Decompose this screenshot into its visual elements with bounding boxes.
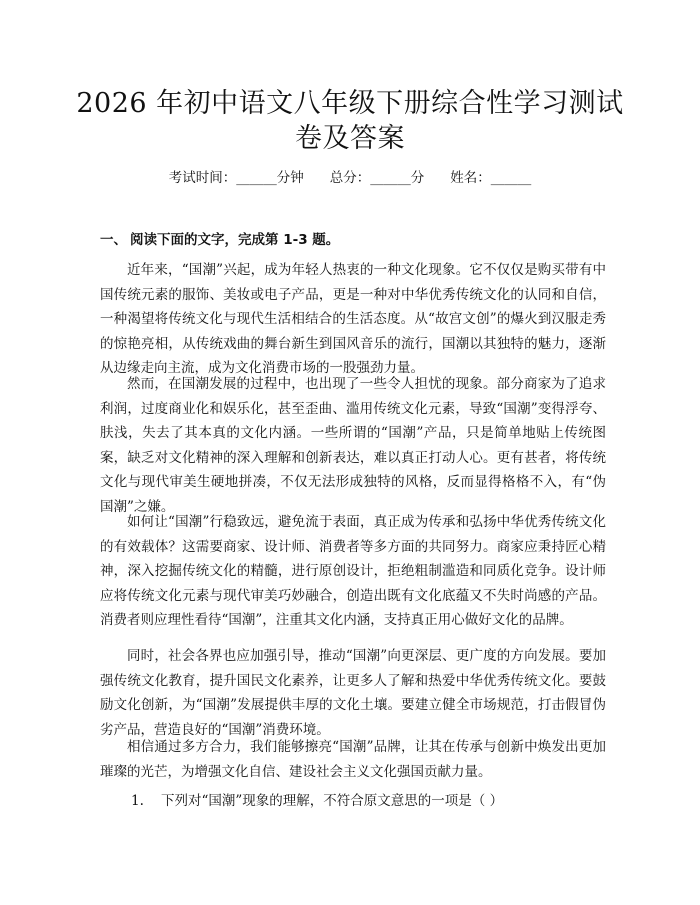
student-name-field: 姓名：______ bbox=[450, 170, 532, 186]
section-instruction: 阅读下面的文字，完成第 1-3 题。 bbox=[130, 232, 340, 248]
question-number: 1. bbox=[131, 793, 144, 809]
total-score-field: 总分：______分 bbox=[329, 170, 425, 186]
passage-paragraph-3: 如何让“国潮”行稳致远，避免流于表面，真正成为传承和弘扬中华优秀传统文化的有效载体？这需要商家、设计师、消费者等多方面的共同努力。商家应秉持匠心精神，深入挖掘传统文化的精髓，进行原创设计，拒绝粗制滥造和同质化竞争。设计师应将传统文化元素与现代审美巧妙融合，创造出既有文化底蕴又不失时尚感的产品。消费者则应理性看待“国潮”，注重其文化内涵，支持真正用心做好文化的品牌。 bbox=[100, 514, 606, 628]
passage-paragraph-4: 同时，社会各界也应加强引导，推动“国潮”向更深层、更广度的方向发展。要加强传统文化教育，提升国民文化素养，让更多人了解和热爱中华优秀传统文化。要鼓励文化创新，为“国潮”发展提供丰厚的文化土壤。要建立健全市场规范，打击假冒伪劣产品，营造良好的“国潮”消费环境。 bbox=[100, 648, 606, 738]
exam-meta-row bbox=[0, 168, 700, 188]
passage-paragraph-5: 相信通过多方合力，我们能够擦亮“国潮”品牌，让其在传承与创新中焕发出更加璀璨的光芒，为增强文化自信、建设社会主义文化强国贡献力量。 bbox=[100, 739, 606, 780]
question-text: 下列对“国潮”现象的理解，不符合原文意思的一项是（ ） bbox=[161, 793, 504, 809]
section-heading bbox=[100, 230, 339, 250]
section-number: 一、 bbox=[100, 232, 127, 248]
passage-paragraph-1: 近年来，“国潮”兴起，成为年轻人热衷的一种文化现象。它不仅仅是购买带有中国传统元素的服饰、美妆或电子产品，更是一种对中华优秀传统文化的认同和自信，一种渴望将传统文化与现代生活相结合的生活态度。从“故宫文创”的爆火到汉服走秀的惊艳亮相，从传统戏曲的舞台新生到国风音乐的流行，国潮以其独特的魅力，逐渐从边缘走向主流，成为文化消费市场的一股强劲力量。 bbox=[100, 262, 606, 376]
passage-paragraph-2: 然而，在国潮发展的过程中，也出现了一些令人担忧的现象。部分商家为了追求利润，过度商业化和娱乐化，甚至歪曲、滥用传统文化元素，导致“国潮”变得浮夸、肤浅，失去了其本真的文化内涵。一些所谓的“国潮”产品，只是简单地贴上传统图案，缺乏对文化精神的深入理解和创新表达，难以真正打动人心。更有甚者，将传统文化与现代审美生硬地拼凑，不仅无法形成独特的风格，反而显得格格不入，有“伪国潮”之嫌。 bbox=[100, 376, 606, 515]
exam-title-line-2: 卷及答案 bbox=[295, 123, 405, 154]
exam-title-line-1: 2026 年初中语文八年级下册综合性学习测试 bbox=[76, 88, 624, 119]
question-1 bbox=[131, 791, 503, 811]
exam-time-field: 考试时间：______分钟 bbox=[168, 170, 304, 186]
